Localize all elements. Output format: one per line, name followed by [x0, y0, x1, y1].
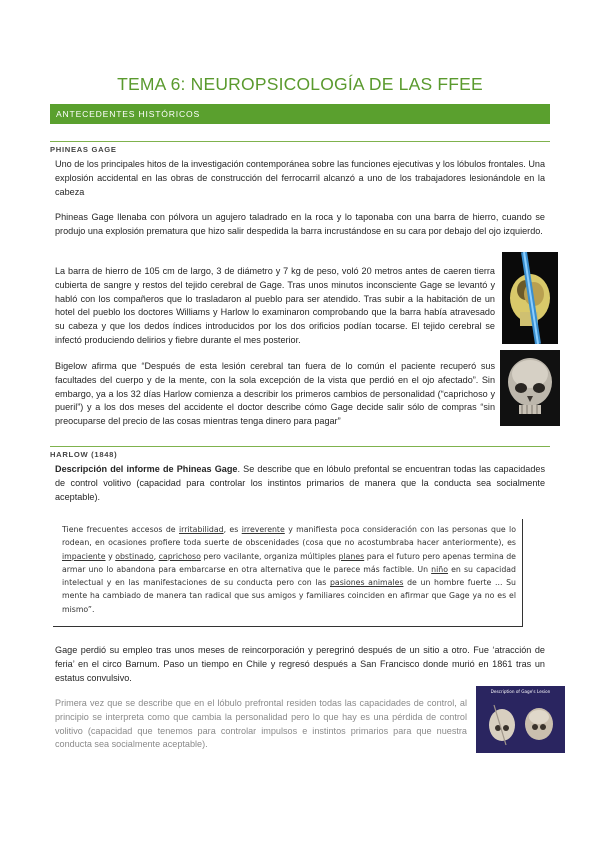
quote-underlined: impaciente — [62, 551, 106, 561]
skull-photo-image — [500, 350, 560, 426]
gage-lesion-slide-image — [476, 686, 565, 753]
quote-underlined: irreverente — [241, 525, 285, 534]
paragraph-bigelow: Bigelow afirma que “Después de esta lesión cerebral tan fuera de lo común el paciente recuperó sus facultades del cuerpo y de la mente, con la sola excepción de la vista que perdió en el ojo afectado”. Sin embargo, ya a los 32 días Harlow comienza a describir los primeros cambios de personalidad (“caprichoso y pueril”) y a los dos meses del accidente el doctor describe cómo Gage decide salir sólo de compras “sin preocuparse del precio de las cosas mientras tenga dinero para pagar” — [55, 361, 495, 427]
quote-underlined: irritabilidad — [179, 525, 224, 534]
quote-text: en su capacidad intelectual y en las manifestaciones de su conducta pero con las — [62, 564, 516, 588]
quote-text: , es — [223, 525, 239, 534]
quote-underlined: niño — [431, 564, 448, 574]
quote-text: pero vacilante, organiza múltiples — [203, 551, 336, 561]
paragraph-harlow-report — [55, 463, 545, 504]
quote-text: y manifiesta poca consideración con las personas que lo rodean, en ocasiones profiere toda suerte de obscenidades (cosa que no acostumbraba hacer anteriormente), es — [62, 525, 516, 548]
skull-bar-image — [502, 252, 558, 344]
quote-text: Tiene frecuentes accesos de — [62, 525, 176, 534]
subsection-harlow: HARLOW (1848) — [50, 446, 550, 459]
quote-text: , — [153, 551, 157, 561]
quote-underlined: caprichoso — [158, 551, 201, 561]
subsection-phineas-gage: PHINEAS GAGE — [50, 141, 550, 154]
quote-underlined: pasiones animales — [329, 578, 404, 588]
quote-text: y — [108, 551, 113, 561]
quote-underlined: obstinado — [115, 551, 154, 561]
paragraph-first-description: Primera vez que se describe que en el lóbulo prefrontal residen todas las capacidades de control, al principio se interpreta como que cambia la personalidad pero lo que hay es una pérdida de control volitivo (capacidad que tenemos para controlar impulsos e instintos primarios para que nuestra conducta sea socialmente aceptable). — [55, 698, 467, 750]
paragraph-gage-later-life: Gage perdió su empleo tras unos meses de reincorporación y peregrinó después de un sitio a otro. Fue ‘atracción de feria’ en el circo Barnum. Paso un tiempo en Chile y regresó después a San Francisco donde murió en 1861 tras un estatus convulsivo. — [55, 645, 545, 683]
quote-text: de un hombre fuerte ... Su mente ha cambiado de manera tan radical que sus amigos y familiares coinciden en afirmar que Gage ya no es el mismo”. — [62, 578, 516, 614]
harlow-report-bold: Descripción del informe de Phineas Gage — [55, 464, 238, 474]
harlow-report-rest: . Se describe que en lóbulo prefontal se encuentran todas las capacidades de control volitivo (capacidad para controlar los instintos primarios de manera que la conducta sea socialmente aceptable). — [55, 464, 545, 502]
harlow-quote-box — [53, 519, 523, 627]
paragraph-bar-details: La barra de hierro de 105 cm de largo, 3 de diámetro y 7 kg de peso, voló 20 metros antes de caeren tierra cubierta de sangre y restos del tejido cerebral de Gage. Tras unos minutos inconsciente Gage se levantó y habló con los compañeros que lo trasladaron al pueblo para ser atendido. Tras subir a la habitación de un hotel del pueblo los doctores Williams y Harlow lo examinaron comprobando que la barra había atravesado su cabeza y que los dedos índices introducidos por los dos orificios podían tocarse. El tejido cerebral se infectó produciendo delirios y fiebre durante el mes posterior. — [55, 266, 495, 345]
page-title: TEMA 6: NEUROPSICOLOGÍA DE LAS FFEE — [117, 74, 483, 94]
paragraph-intro: Uno de los principales hitos de la investigación contemporánea sobre las funciones ejecutivas y los lóbulos frontales. Una explosión accidental en las obras de construcción del ferrocarril alcanzó a uno de los trabajadores lesionándole en la cabeza — [55, 159, 545, 197]
section-bar-antecedentes: ANTECEDENTES HISTÓRICOS — [50, 104, 550, 124]
paragraph-accident: Phineas Gage llenaba con pólvora un agujero taladrado en la roca y lo taponaba con una barra de hierro, cuando se produjo una explosión prematura que hizo salir despedida la barra incrustándose en su cara por debajo del ojo izquierdo. — [55, 212, 545, 236]
quote-text: para el futuro pero apenas termina de armar uno lo abandona para embarcarse en otra alternativa que le parece más factible. Un — [62, 551, 516, 574]
slide-title: Description of Gage's Lesion — [490, 689, 551, 694]
quote-underlined: planes — [338, 551, 365, 561]
